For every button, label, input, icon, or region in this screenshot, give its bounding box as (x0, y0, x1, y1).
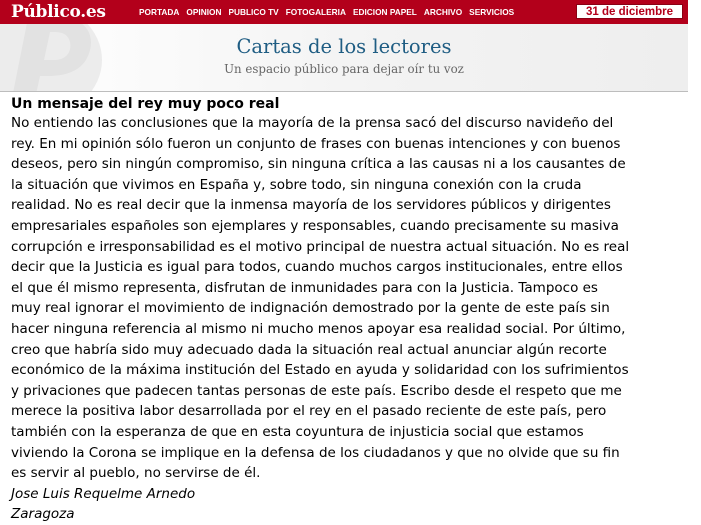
banner-divider (0, 91, 688, 92)
letter-line: el que él mismo representa, disfrutan de inmunidades para con la Justicia. Tampoco es (11, 279, 598, 296)
letter-line: merece la positiva labor desarrollada por el rey en el pasado reciente de este país, pero (11, 403, 607, 420)
letter-line: hacer ninguna referencia al mismo ni mucho menos apoyar esa realidad social. Por último, (11, 320, 626, 337)
banner-title: Cartas de los lectores (236, 35, 452, 58)
letter-body (11, 113, 695, 484)
top-nav-bar (0, 0, 688, 24)
letter-line: la situación que vivimos en España y, sobre todo, sin ninguna conexión con la cruda (11, 176, 582, 193)
nav-opinion[interactable]: OPINION (186, 7, 222, 17)
letter-author: Jose Luis Requelme Arnedo (11, 485, 196, 502)
nav-portada[interactable]: PORTADA (139, 7, 180, 17)
letter-line: y privaciones que padecen tantas personas de este país. Escribo desde el respeto que me (11, 382, 622, 399)
letter-line: muy real ignorar el movimiento de indignación demostrado por la gente de este país sin (11, 300, 610, 317)
banner-subtitle: Un espacio público para dejar oír tu voz (224, 62, 464, 76)
date-badge: 31 de diciembre (576, 4, 683, 19)
letter-city: Zaragoza (11, 506, 75, 523)
nav-publico-tv[interactable]: PUBLICO TV (228, 7, 279, 17)
letter-line: es servir al pueblo, no servirse de él. (11, 465, 261, 482)
letter-line: viviendo la Corona se implique en la defensa de los ciudadanos y que no olvide que su fin (11, 444, 620, 461)
nav-servicios[interactable]: SERVICIOS (469, 7, 515, 17)
letter-line: rey. En mi opinión sólo fueron un conjunto de frases con buenas intenciones y con buenos (11, 135, 621, 152)
letter-line: creo que habría sido muy adecuado dada la situación real actual anunciar algún recorte (11, 341, 607, 358)
section-banner (0, 24, 688, 92)
main-nav (139, 0, 514, 24)
letter-line: No entiendo las conclusiones que la mayoría de la prensa sacó del discurso navideño del (11, 115, 614, 131)
nav-fotogaleria[interactable]: FOTOGALERIA (285, 7, 346, 17)
letter-line: económico de la máxima institución del Estado en ayuda y solidaridad con los sufrimientos (11, 362, 629, 379)
letter-article (11, 96, 695, 525)
letter-line: empresariales españoles son ejemplares y responsables, cuando precisamente su masiva (11, 217, 619, 234)
letter-line: deseos, pero sin ningún compromiso, sin ninguna crítica a las causas ni a los causantes de (11, 156, 626, 173)
site-logo[interactable]: Público.es (11, 2, 106, 22)
letter-line: realidad. No es real decir que la inmensa mayoría de los servidores públicos y dirigentes (11, 197, 611, 214)
letter-title: Un mensaje del rey muy poco real (11, 96, 280, 112)
letter-line: corrupción e irresponsabilidad es el motivo principal de nuestra actual situación. No es real (11, 238, 630, 255)
nav-edicion-papel[interactable]: EDICION PAPEL (352, 7, 417, 17)
letter-line: decir que la Justicia es igual para todos, cuando muchos cargos institucionales, entre ellos (11, 259, 623, 276)
nav-archivo[interactable]: ARCHIVO (423, 7, 463, 17)
letter-line: también con la esperanza de que en esta coyuntura de injusticia social que estamos (11, 423, 584, 440)
